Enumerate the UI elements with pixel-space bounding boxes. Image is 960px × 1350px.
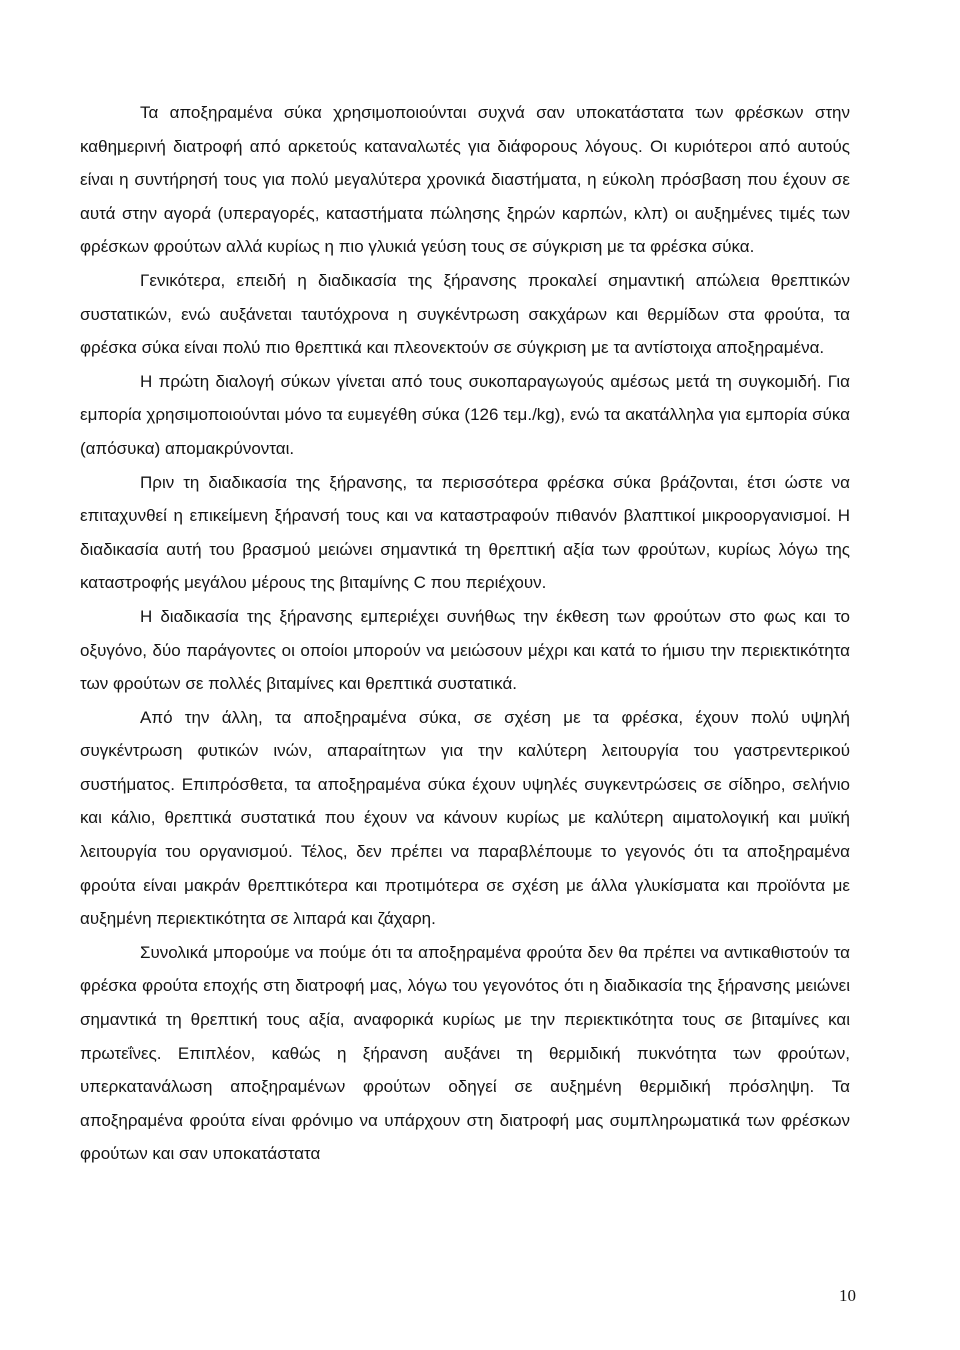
paragraph-2: Γενικότερα, επειδή η διαδικασία της ξήρανσης προκαλεί σημαντική απώλεια θρεπτικών συστατικών, ενώ αυξάνεται ταυτόχρονα η συγκέντρωση σακχάρων και θερμίδων στα φρούτα, τα φρέσκα σύκα είναι πολύ πιο θρεπτικά και πλεονεκτούν σε σύγκριση με τα αντίστοιχα αποξηραμένα. bbox=[80, 270, 850, 358]
body-text bbox=[80, 96, 850, 1171]
paragraph-1: Τα αποξηραμένα σύκα χρησιμοποιούνται συχνά σαν υποκατάστατα των φρέσκων στην καθημερινή διατροφή από αρκετούς καταναλωτές για διάφορους λόγους. Οι κυριότεροι από αυτούς είναι η συντήρησή τους για πολύ μεγαλύτερα χρονικά διαστήματα, η εύκολη πρόσβαση που έχουν σε αυτά στην αγορά (υπεραγορές, καταστήματα πώλησης ξηρών καρπών, κλπ) οι αυξημένες τιμές των φρέσκων φρούτων αλλά κυρίως η πιο γλυκιά γεύση τους σε σύγκριση με τα φρέσκα σύκα. bbox=[80, 103, 850, 257]
paragraph-6: Από την άλλη, τα αποξηραμένα σύκα, σε σχέση με τα φρέσκα, έχουν πολύ υψηλή συγκέντρωση φυτικών ινών, απαραίτητων για την καλύτερη λειτουργία του γαστρεντερικού συστήματος. Επιπρόσθετα, τα αποξηραμένα σύκα έχουν υψηλές συγκεντρώσεις σε σίδηρο, σελήνιο και κάλιο, θρεπτικά συστατικά που έχουν να κάνουν κυρίως με καλύτερη αιματολογική και μυϊκή λειτουργία του οργανισμού. Τέλος, δεν πρέπει να παραβλέπουμε το γεγονός ότι τα αποξηραμένα φρούτα είναι μακράν θρεπτικότερα και προτιμότερα σε σχέση με άλλα γλυκίσματα και προϊόντα με αυξημένη περιεκτικότητα σε λιπαρά και ζάχαρη. bbox=[80, 707, 850, 929]
page-number: 10 bbox=[839, 1286, 856, 1305]
paragraph-5: Η διαδικασία της ξήρανσης εμπεριέχει συνήθως την έκθεση των φρούτων στο φως και το οξυγόνο, δύο παράγοντες οι οποίοι μπορούν να μειώσουν μέχρι και κατά το ήμισυ την περιεκτικότητα των φρούτων σε πολλές βιταμίνες και θρεπτικά συστατικά. bbox=[80, 606, 850, 694]
paragraph-7: Συνολικά μπορούμε να πούμε ότι τα αποξηραμένα φρούτα δεν θα πρέπει να αντικαθιστούν τα φρέσκα φρούτα εποχής στη διατροφή μας, λόγω του γεγονότος ότι η διαδικασία της ξήρανσης μειώνει σημαντικά τη θρεπτική τους αξία, αναφορικά κυρίως με την περιεκτικότητα τους σε βιταμίνες και πρωτεΐνες. Επιπλέον, καθώς η ξήρανση αυξάνει τη θερμιδική πυκνότητα των φρούτων, υπερκατανάλωση αποξηραμένων φρούτων οδηγεί σε αυξημένη θερμιδική πρόσληψη. Τα αποξηραμένα φρούτα είναι φρόνιμο να υπάρχουν στη διατροφή μας συμπληρωματικά των φρέσκων φρούτων και σαν υποκατάστατα bbox=[80, 942, 850, 1164]
paragraph-4: Πριν τη διαδικασία της ξήρανσης, τα περισσότερα φρέσκα σύκα βράζονται, έτσι ώστε να επιταχυνθεί η επικείμενη ξήρανσή τους και να καταστραφούν πιθανόν βλαπτικοί μικροοργανισμοί. Η διαδικασία αυτή του βρασμού μειώνει σημαντικά τη θρεπτική αξία των φρούτων, κυρίως λόγω της καταστροφής μεγάλου μέρους της βιταμίνης C που περιέχουν. bbox=[80, 472, 850, 593]
paragraph-3: Η πρώτη διαλογή σύκων γίνεται από τους συκοπαραγωγούς αμέσως μετά τη συγκομιδή. Για εμπορία χρησιμοποιούνται μόνο τα ευμεγέθη σύκα (126 τεμ./kg), ενώ τα ακατάλληλα για εμπορία σύκα (απόσυκα) απομακρύνονται. bbox=[80, 371, 850, 458]
